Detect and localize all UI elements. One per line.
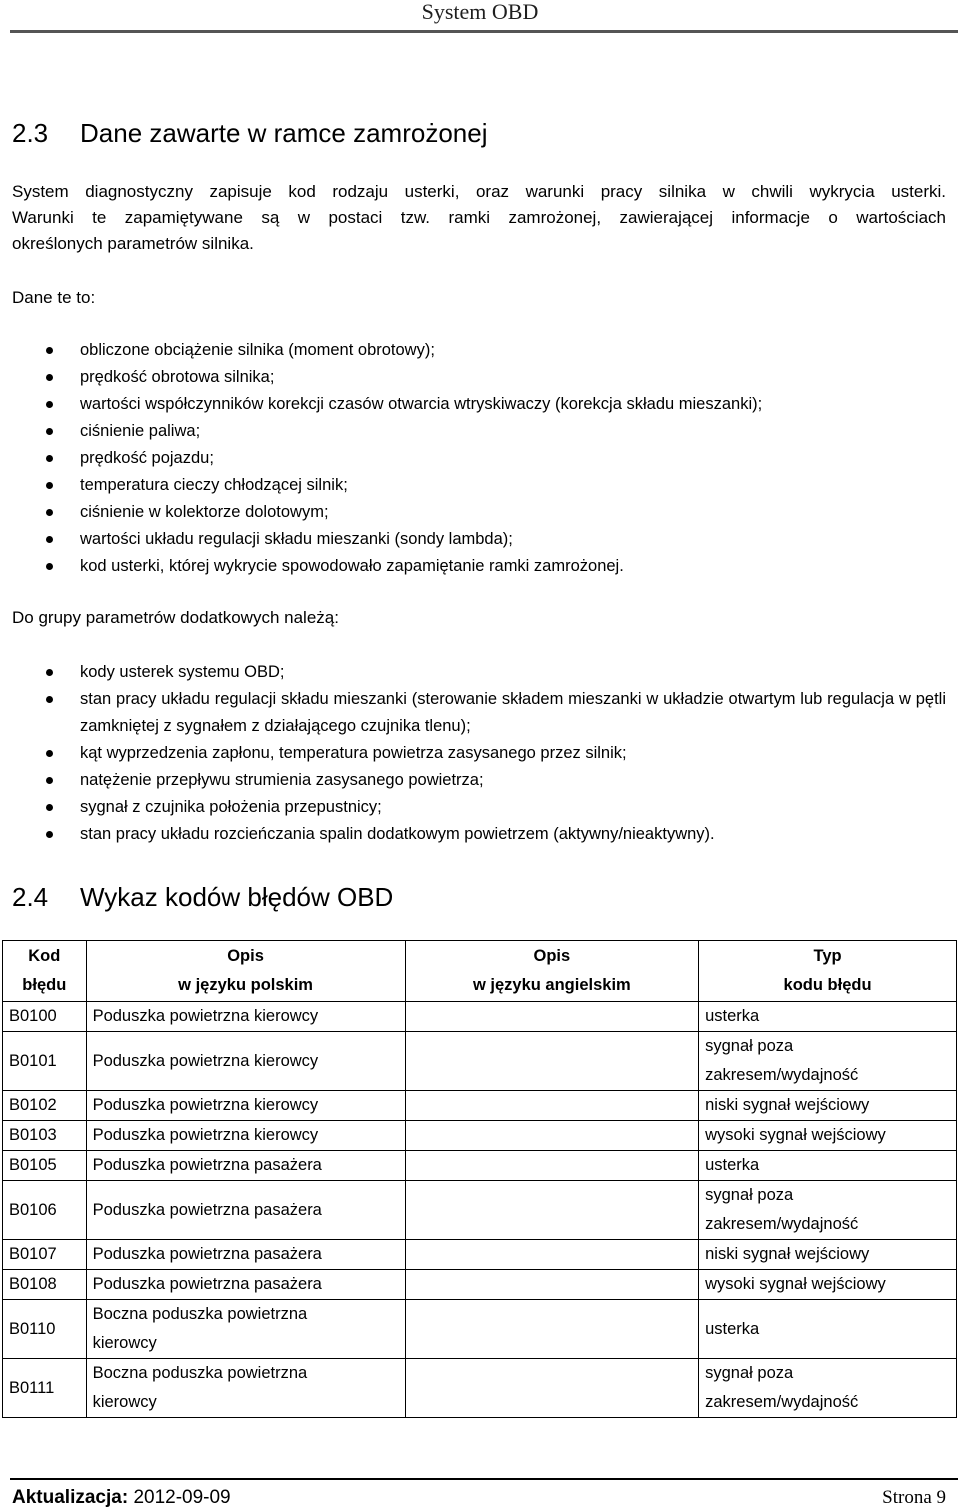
cell-code: B0100 [3, 1002, 87, 1032]
cell-code: B0111 [3, 1359, 87, 1418]
cell-type: sygnał poza zakresem/wydajność [699, 1032, 957, 1091]
list-item-text: kod usterki, której wykrycie spowodowało zapamiętanie ramki zamrożonej. [80, 557, 624, 575]
bullet-icon [46, 428, 53, 435]
additional-parameter-list [12, 659, 946, 848]
cell-description-en [405, 1002, 699, 1032]
list-item [12, 659, 946, 686]
footer-divider [10, 1478, 958, 1480]
cell-description-en [405, 1300, 699, 1359]
table-row [3, 1151, 957, 1181]
section-number: 2.3 [12, 118, 49, 148]
cell-code: B0106 [3, 1181, 87, 1240]
header-description-pl: Opis w języku polskim [86, 941, 405, 1002]
list-item [12, 445, 946, 472]
cell-description-pl: Poduszka powietrzna pasażera [86, 1181, 405, 1240]
cell-type: usterka [699, 1151, 957, 1181]
cell-description-pl: Poduszka powietrzna pasażera [86, 1270, 405, 1300]
bullet-icon [46, 669, 53, 676]
table-row [3, 1181, 957, 1240]
table-row [3, 1032, 957, 1091]
page-header [0, 0, 960, 32]
list-item-text: obliczone obciążenie silnika (moment obrotowy); [80, 341, 435, 359]
list-item-text: prędkość obrotowa silnika; [80, 368, 275, 386]
document-title: System OBD [421, 0, 539, 24]
cell-description-en [405, 1270, 699, 1300]
cell-description-pl: Poduszka powietrzna kierowcy [86, 1002, 405, 1032]
cell-type: sygnał poza zakresem/wydajność [699, 1181, 957, 1240]
update-label: Aktualizacja: [12, 1487, 129, 1508]
table-body [3, 1002, 957, 1418]
data-label: Dane te to: [12, 288, 96, 307]
section-2-4-heading [12, 882, 393, 913]
cell-description-en [405, 1091, 699, 1121]
section-number: 2.4 [12, 882, 49, 912]
list-item [12, 740, 946, 767]
header-description-en: Opis w języku angielskim [405, 941, 699, 1002]
list-item [12, 553, 946, 580]
cell-description-en [405, 1181, 699, 1240]
cell-description-pl: Boczna poduszka powietrzna kierowcy [86, 1359, 405, 1418]
list-item [12, 337, 946, 364]
table-row [3, 1121, 957, 1151]
bullet-icon [46, 509, 53, 516]
list-item-text: kody usterek systemu OBD; [80, 663, 285, 681]
list-item-text: stan pracy układu regulacji składu mieszanki (sterowanie składem mieszanki w układzie otwartym lub regulacja w pętli zamkniętej z sygnałem z działającego czujnika tlenu); [80, 690, 946, 735]
cell-description-pl: Poduszka powietrzna kierowcy [86, 1091, 405, 1121]
bullet-icon [46, 401, 53, 408]
bullet-icon [46, 347, 53, 354]
bullet-icon [46, 804, 53, 811]
list-item [12, 391, 946, 418]
table-row [3, 1240, 957, 1270]
section-title: Dane zawarte w ramce zamrożonej [80, 118, 488, 148]
table-row [3, 1270, 957, 1300]
cell-type: sygnał poza zakresem/wydajność [699, 1359, 957, 1418]
cell-code: B0105 [3, 1151, 87, 1181]
bullet-icon [46, 374, 53, 381]
cell-code: B0102 [3, 1091, 87, 1121]
list-item [12, 686, 946, 740]
extra-label: Do grupy parametrów dodatkowych należą: [12, 608, 339, 627]
list-item [12, 821, 946, 848]
cell-type: wysoki sygnał wejściowy [699, 1121, 957, 1151]
intro-line: System diagnostyczny zapisuje kod rodzaju usterki, oraz warunki pracy silnika w chwili wykrycia usterki. [12, 182, 946, 201]
intro-paragraph [12, 179, 946, 257]
cell-code: B0108 [3, 1270, 87, 1300]
list-item [12, 472, 946, 499]
update-date: 2012-09-09 [133, 1487, 231, 1508]
cell-description-en [405, 1032, 699, 1091]
bullet-icon [46, 482, 53, 489]
cell-code: B0101 [3, 1032, 87, 1091]
cell-description-pl: Poduszka powietrzna pasażera [86, 1151, 405, 1181]
cell-description-pl: Poduszka powietrzna kierowcy [86, 1121, 405, 1151]
list-item [12, 794, 946, 821]
obd-codes-table [2, 940, 957, 1418]
bullet-icon [46, 563, 53, 570]
cell-description-pl: Boczna poduszka powietrzna kierowcy [86, 1300, 405, 1359]
table-row [3, 1359, 957, 1418]
list-item [12, 364, 946, 391]
cell-description-en [405, 1151, 699, 1181]
bullet-icon [46, 831, 53, 838]
cell-type: niski sygnał wejściowy [699, 1240, 957, 1270]
bullet-icon [46, 536, 53, 543]
section-title: Wykaz kodów błędów OBD [80, 882, 394, 912]
footer-update [12, 1487, 231, 1509]
table-row [3, 1300, 957, 1359]
table-row [3, 1002, 957, 1032]
section-2-3-heading [12, 118, 488, 149]
list-item-text: ciśnienie w kolektorze dolotowym; [80, 503, 329, 521]
bullet-icon [46, 750, 53, 757]
cell-code: B0103 [3, 1121, 87, 1151]
cell-description-en [405, 1121, 699, 1151]
cell-type: niski sygnał wejściowy [699, 1091, 957, 1121]
list-item [12, 499, 946, 526]
list-item-text: sygnał z czujnika położenia przepustnicy; [80, 798, 382, 816]
list-item-text: prędkość pojazdu; [80, 449, 214, 467]
list-item-text: kąt wyprzedzenia zapłonu, temperatura powietrza zasysanego przez silnik; [80, 744, 627, 762]
header-code: Kod błędu [3, 941, 87, 1002]
table-header-row [3, 941, 957, 1002]
cell-description-en [405, 1240, 699, 1270]
freeze-frame-parameter-list [12, 337, 946, 580]
list-item-text: stan pracy układu rozcieńczania spalin dodatkowym powietrzem (aktywny/nieaktywny). [80, 825, 715, 843]
header-divider [10, 30, 958, 33]
cell-code: B0107 [3, 1240, 87, 1270]
list-item [12, 418, 946, 445]
intro-line: określonych parametrów silnika. [12, 234, 254, 253]
list-item-text: wartości układu regulacji składu mieszanki (sondy lambda); [80, 530, 513, 548]
list-item-text: temperatura cieczy chłodzącej silnik; [80, 476, 348, 494]
list-item-text: ciśnienie paliwa; [80, 422, 201, 440]
cell-description-pl: Poduszka powietrzna pasażera [86, 1240, 405, 1270]
bullet-icon [46, 777, 53, 784]
header-type: Typ kodu błędu [699, 941, 957, 1002]
cell-type: wysoki sygnał wejściowy [699, 1270, 957, 1300]
cell-description-en [405, 1359, 699, 1418]
cell-description-pl: Poduszka powietrzna kierowcy [86, 1032, 405, 1091]
cell-type: usterka [699, 1002, 957, 1032]
page-number: Strona 9 [882, 1487, 946, 1508]
bullet-icon [46, 455, 53, 462]
intro-line: Warunki te zapamiętywane są w postaci tzw. ramki zamrożonej, zawierającej informacje o wartościach [12, 208, 946, 227]
list-item [12, 526, 946, 553]
list-item-text: natężenie przepływu strumienia zasysanego powietrza; [80, 771, 484, 789]
cell-type: usterka [699, 1300, 957, 1359]
bullet-icon [46, 696, 53, 703]
cell-code: B0110 [3, 1300, 87, 1359]
table-row [3, 1091, 957, 1121]
list-item-text: wartości współczynników korekcji czasów otwarcia wtryskiwaczy (korekcja składu mieszanki); [80, 395, 763, 413]
list-item [12, 767, 946, 794]
